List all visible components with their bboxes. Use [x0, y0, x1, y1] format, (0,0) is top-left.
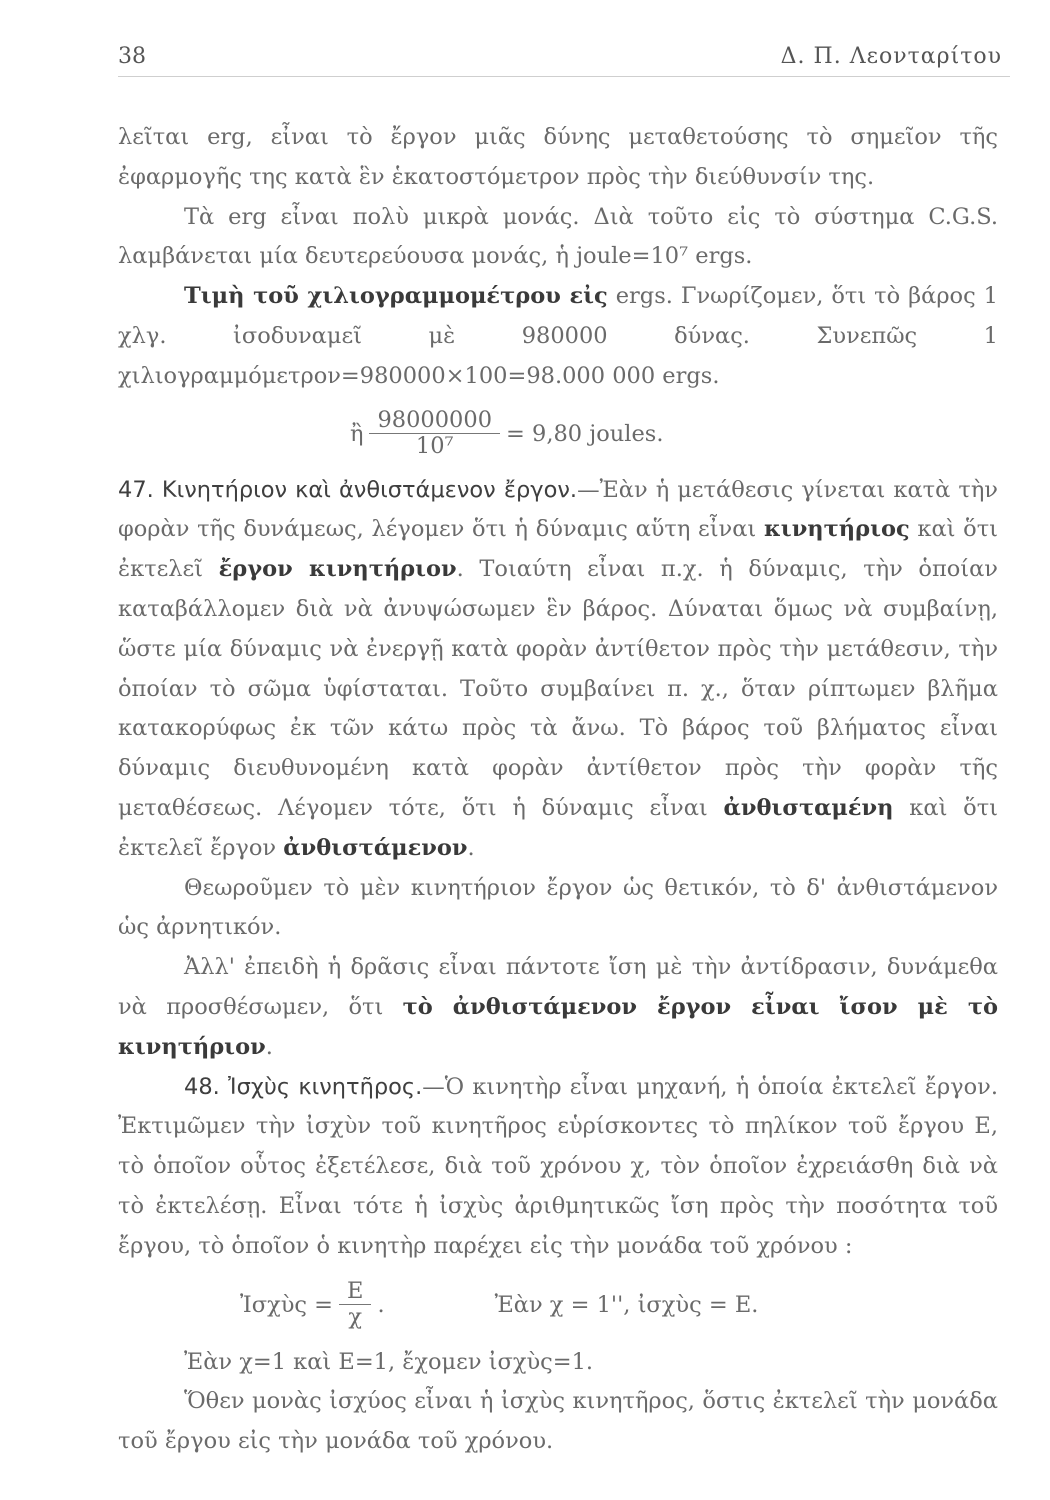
s47-term-ergon-kinitirion: ἔργον κινητήριον: [218, 556, 457, 583]
section-48: [118, 1068, 998, 1267]
section-47: [118, 471, 998, 869]
eq1-denominator: 10⁷: [415, 433, 454, 460]
paragraph-kilogrammeter: [118, 277, 998, 396]
paragraph-erg-definition: λεῖται erg, εἶναι τὸ ἔργον μιᾶς δύνης μεταθετούσης τὸ σημεῖον τῆς ἐφαρμογῆς της κατὰ ἓν ἑκατοστόμετρον πρὸς τὴν διεύθυνσίν της.: [118, 124, 998, 190]
eq2-fraction: [339, 1279, 371, 1330]
page-header: [118, 44, 1010, 80]
s47-term-kinitirios: κινητήριος: [763, 516, 910, 543]
paragraph-action-reaction: [118, 948, 998, 1067]
kilogrammeter-text: ergs. Γνωρίζομεν, ὅτι τὸ βάρος 1 χλγ. ἰσοδυναμεῖ μὲ 980000 δύνας. Συνεπῶς 1 χιλιογραμμόμετρον=980000×100=98.000 000 ergs.: [118, 283, 998, 389]
eq2-dot: .: [377, 1291, 385, 1318]
action-reaction-bold: τὸ ἀνθιστάμενον ἔργον εἶναι ἴσον μὲ τὸ κινητήριον: [118, 993, 998, 1060]
equation-joules: [118, 397, 998, 471]
eq2-second: Ἐὰν χ = 1'', ἰσχὺς = E.: [494, 1291, 759, 1318]
eq1-result: = 9,80 joules.: [506, 420, 664, 447]
s47-term-anthistameni: ἀνθισταμένη: [723, 794, 894, 821]
action-reaction-end: .: [265, 1033, 273, 1060]
subheading-kilogrammeter: Τιμὴ τοῦ χιλιογραμμομέτρου εἰς: [184, 283, 608, 310]
paragraph-joule: Τὰ erg εἶναι πολὺ μικρὰ μονάς. Διὰ τοῦτο εἰς τὸ σύστημα C.G.S. λαμβάνεται μία δευτερεύουσα μονάς, ἡ joule=10⁷ ergs.: [118, 203, 998, 270]
equation-power: [118, 1267, 998, 1343]
eq2-denominator: χ: [348, 1304, 363, 1331]
eq2-lhs: Ἰσχὺς =: [240, 1291, 333, 1318]
paragraph-sign-convention: Θεωροῦμεν τὸ μὲν κινητήριον ἔργον ὡς θετικόν, τὸ δ' ἀνθιστάμενον ὡς ἀρνητικόν.: [118, 874, 998, 941]
eq2-numerator: E: [339, 1279, 371, 1305]
page-body: [118, 118, 998, 1462]
s47-text-3: . Τοιαύτη εἶναι π.χ. ἡ δύναμις, τὴν ὁποίαν καταβάλλομεν διὰ νὰ ἀνυψώσωμεν ἓν βάρος. Δύναται ὅμως νὰ συμβαίνῃ, ὥστε μία δύναμις νὰ ἐνεργῇ κατὰ φορὰν ἀντίθετον πρὸς τὴν μετάθεσιν, τὴν ὁποίαν τὸ σῶμα ὑφίσταται. Τοῦτο συμβαίνει π. χ., ὅταν ρίπτωμεν βλῆμα κατακορύφως ἐκ τῶν κάτω πρὸς τὰ ἄνω. Τὸ βάρος τοῦ βλήματος εἶναι δύναμις διευθυνομένη κατὰ φορὰν ἀντίθετον πρὸς τὴν φορὰν τῆς μεταθέσεως. Λέγομεν τότε, ὅτι ἡ δύναμις εἶναι: [118, 556, 998, 821]
running-head: Δ. Π. Λεονταρίτου: [780, 44, 1002, 69]
section-47-heading: 47. Κινητήριον καὶ ἀνθιστάμενον ἔργον.: [118, 476, 578, 503]
s47-text-1: —Ἐὰν ἡ μετάθεσις γίνεται κατὰ τὴν φορὰν τῆς δυνάμεως, λέγομεν ὅτι ἡ δύναμις αὕτη εἶναι: [118, 476, 998, 543]
s47-term-anthistamenon: ἀνθιστάμενον: [283, 834, 468, 861]
s47-text-5: .: [467, 834, 475, 861]
header-rule: [118, 76, 1010, 77]
page-number: 38: [118, 44, 146, 69]
s48-text: —Ὁ κινητὴρ εἶναι μηχανή, ἡ ὁποία ἐκτελεῖ ἔργον. Ἐκτιμῶμεν τὴν ἰσχὺν τοῦ κινητῆρος εὑρίσκοντες τὸ πηλίκον τοῦ ἔργου E, τὸ ὁποῖον οὗτος ἐξετέλεσε, διὰ τοῦ χρόνου χ, τὸν ὁποῖον ἐχρειάσθη διὰ νὰ τὸ ἐκτελέσῃ. Εἶναι τότε ἡ ἰσχὺς ἀριθμητικῶς ἴση πρὸς τὴν ποσότητα τοῦ ἔργου, τὸ ὁποῖον ὁ κινητὴρ παρέχει εἰς τὴν μονάδα τοῦ χρόνου :: [118, 1073, 998, 1259]
eq1-numerator: 98000000: [369, 408, 500, 434]
action-reaction-text: Ἀλλ' ἐπειδὴ ἡ δρᾶσις εἶναι πάντοτε ἴση μὲ τὴν ἀντίδρασιν, δυνάμεθα νὰ προσθέσωμεν, ὅτι: [118, 954, 998, 1020]
paragraph-unit-condition: Ἐὰν χ=1 καὶ E=1, ἔχομεν ἰσχὺς=1.: [184, 1348, 594, 1375]
paragraph-unit-of-power: Ὅθεν μονὰς ἰσχύος εἶναι ἡ ἰσχὺς κινητῆρος, ὅστις ἐκτελεῖ τὴν μονάδα τοῦ ἔργου εἰς τὴν μονάδα τοῦ χρόνου.: [118, 1388, 998, 1455]
eq1-fraction: [369, 408, 500, 459]
s47-text-2: καὶ ὅτι ἐκτελεῖ: [118, 516, 998, 583]
section-48-heading: 48. Ἰσχὺς κινητῆρος.: [184, 1073, 423, 1100]
s47-text-4: καὶ ὅτι ἐκτελεῖ ἔργον: [118, 794, 998, 861]
eq1-prefix: ἢ: [350, 420, 364, 447]
